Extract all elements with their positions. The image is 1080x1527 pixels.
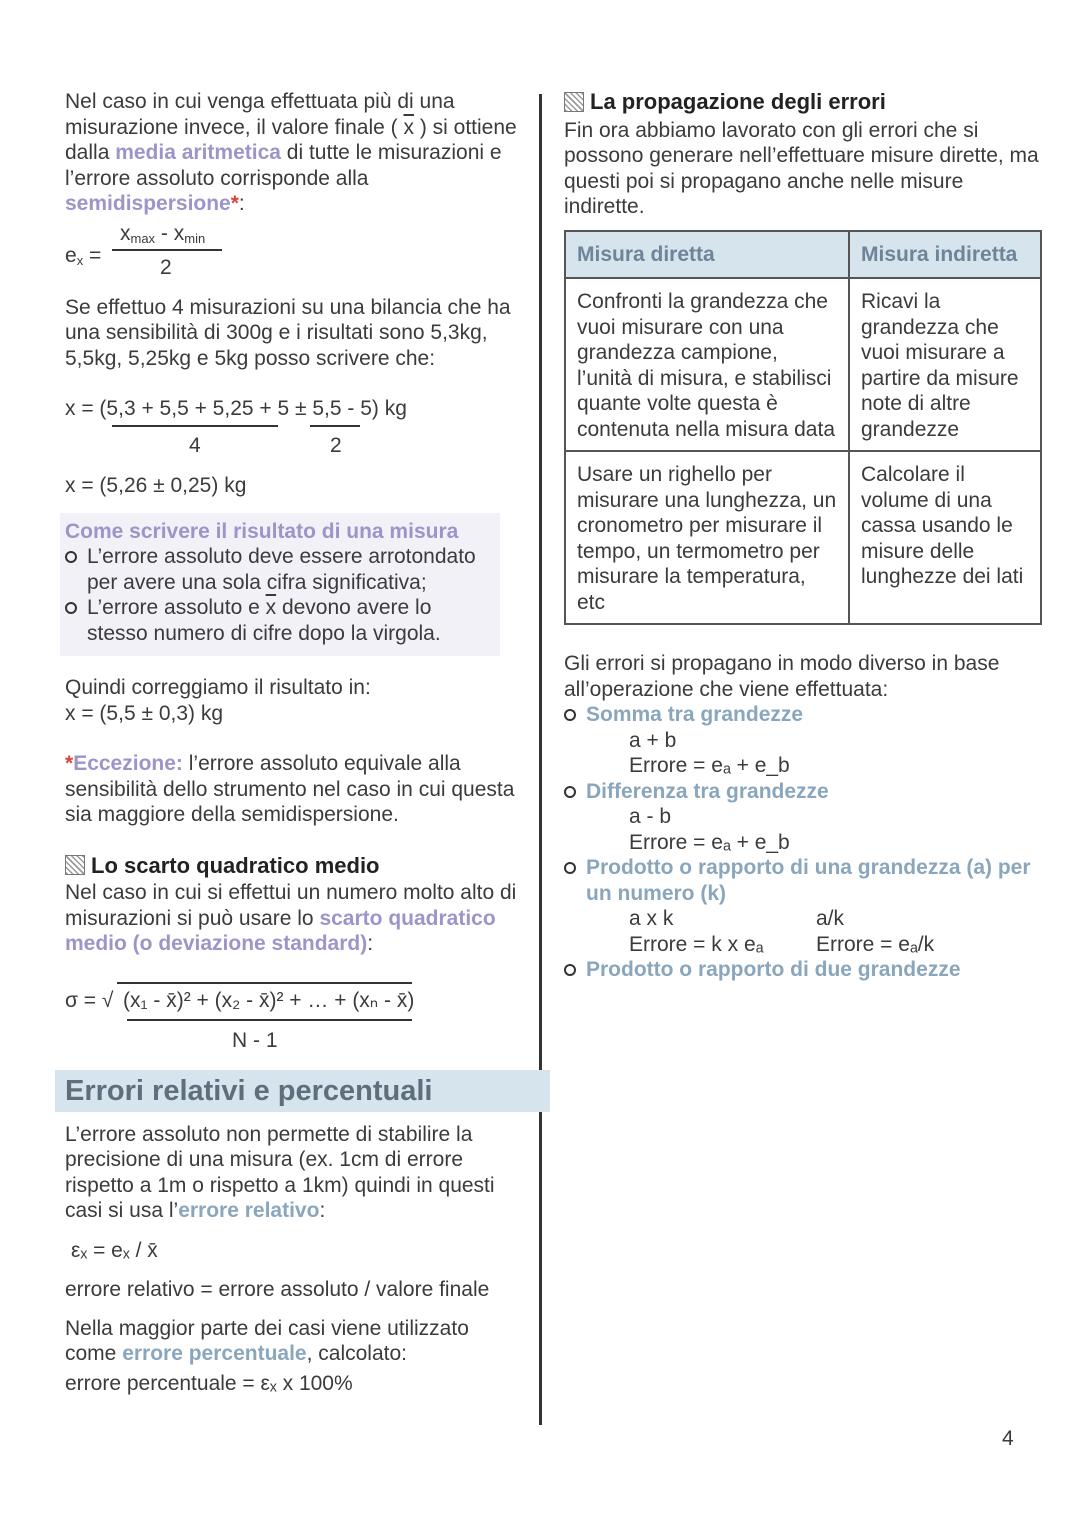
term-semidispersione: semidispersione [65,192,231,215]
term-media-aritmetica: media aritmetica [115,141,281,164]
formula-average: x = (5,3 + 5,5 + 5,25 + 5 ± 5,5 - 5) kg 4 2 [65,397,407,457]
right-column [564,89,1042,983]
measure-table [564,230,1042,626]
propagation-heading: La propagazione degli errori [564,89,1042,115]
result-first: x = (5,26 ± 0,25) kg [65,474,247,497]
table-cell: Confronti la grandezza che vuoi misurare con una grandezza campione, l’unità di misura, e stabilisci quante volte questa è contenuta nella misura data [565,278,849,451]
propagation-intro: Fin ora abbiamo lavorato con gli errori che si possono generare nell’effettuare misure dirette, ma questi poi si propagano anche nelle misure indirette. [564,118,1039,218]
hatch-icon [564,92,584,112]
sqm-heading: Lo scarto quadratico medio [65,853,520,879]
table-cell: Calcolare il volume di una cassa usando le misure delle lunghezze dei lati [849,451,1041,624]
relative-formula: εₓ = eₓ / x̄ [71,1238,158,1262]
percent-formula: errore percentuale = εₓ x 100% [65,1371,353,1395]
table-row [565,278,1041,451]
sqm-paragraph: Nel caso in cui si effettui un numero molto alto di misurazioni si può usare lo scarto quadratico medio (o deviazione standard): [65,881,517,955]
table-cell: Usare un righello per misurare una lunghezza, un cronometro per misurare il tempo, un termometro per misurare la temperatura, etc [565,451,849,624]
op-prod-k-error: Errore = k x eₐ Errore = eₐ/k [629,932,935,956]
table-cell: Ricavi la grandezza che vuoi misurare a partire da misure note di altre grandezze [849,278,1041,451]
section-heading-errori-relativi: Errori relativi e percentuali [55,1070,550,1112]
relative-words: errore relativo = errore assoluto / valore finale [65,1278,490,1301]
op-sum-expr: a + b [629,728,677,752]
op-prod-two: Prodotto o rapporto di due grandezze [564,957,1042,983]
op-sum: Somma tra grandezze [564,702,1042,728]
exception-note: *Eccezione: l’errore assoluto equivale alla sensibilità dello strumento nel caso in cui questa sia maggiore della semidispersione. [65,752,515,826]
example-paragraph: Se effettuo 4 misurazioni su una bilancia che ha una sensibilità di 300g e i risultati sono 5,3kg, 5,5kg, 5,25kg e 5kg posso scrivere che: [65,295,511,370]
intro-paragraph: Nel caso in cui venga effettuata più di una misurazione invece, il valore finale ( $\overline{x}$ ) si ottiene dalla media aritmetica di tutte le misurazioni e l’errore assoluto corrisponde alla semidispersione*: [65,90,517,215]
table-header: Misura diretta [565,231,849,279]
table-header: Misura indiretta [849,231,1041,279]
correction-text: Quindi correggiamo il risultato in: [65,676,371,699]
formula-sigma: σ = √ (x₁ - x̄)² + (x₂ - x̄)² + … + (xₙ - x̄) N - 1 [65,982,520,1062]
op-sum-error: Errore = eₐ + e_b [629,754,790,777]
op-prod-k: Prodotto o rapporto di una grandezza (a) per un numero (k) [564,855,1042,906]
propagation-ops-intro: Gli errori si propagano in modo diverso in base all’operazione che viene effettuata: [564,652,1000,701]
box-title: Come scrivere il risultato di una misura [65,519,459,543]
op-prod-k-expr: a x k a/k [629,907,845,930]
box-bullet-2: L’errore assoluto e $\overline{x}$ devono avere lo stesso numero di cifre dopo la virgola. [65,595,495,646]
page-number: 4 [1002,1427,1014,1450]
op-diff-expr: a - b [629,805,672,828]
column-divider [539,94,542,1425]
left-column [65,89,520,1396]
op-diff-error: Errore = eₐ + e_b [629,830,790,854]
percent-paragraph: Nella maggior parte dei casi viene utilizzato come errore percentuale, calcolato: [65,1316,469,1365]
hatch-icon [65,855,85,875]
formula-semidispersione: $e_x$ = $x_{max} - x_{min}$ 2 [65,225,520,283]
how-to-write-box [60,513,500,657]
table-header-row [565,231,1041,279]
relative-paragraph: L’errore assoluto non permette di stabilire la precisione di una misura (ex. 1cm di errore rispetto a 1m o rispetto a 1km) quindi in questi casi si usa l’errore relativo: [65,1122,495,1222]
corrected-result: x = (5,5 ± 0,3) kg [65,701,224,725]
table-row [565,451,1041,624]
op-diff: Differenza tra grandezze [564,779,1042,805]
box-bullet-1: L’errore assoluto deve essere arrotondato per avere una sola cifra significativa; [65,544,495,595]
